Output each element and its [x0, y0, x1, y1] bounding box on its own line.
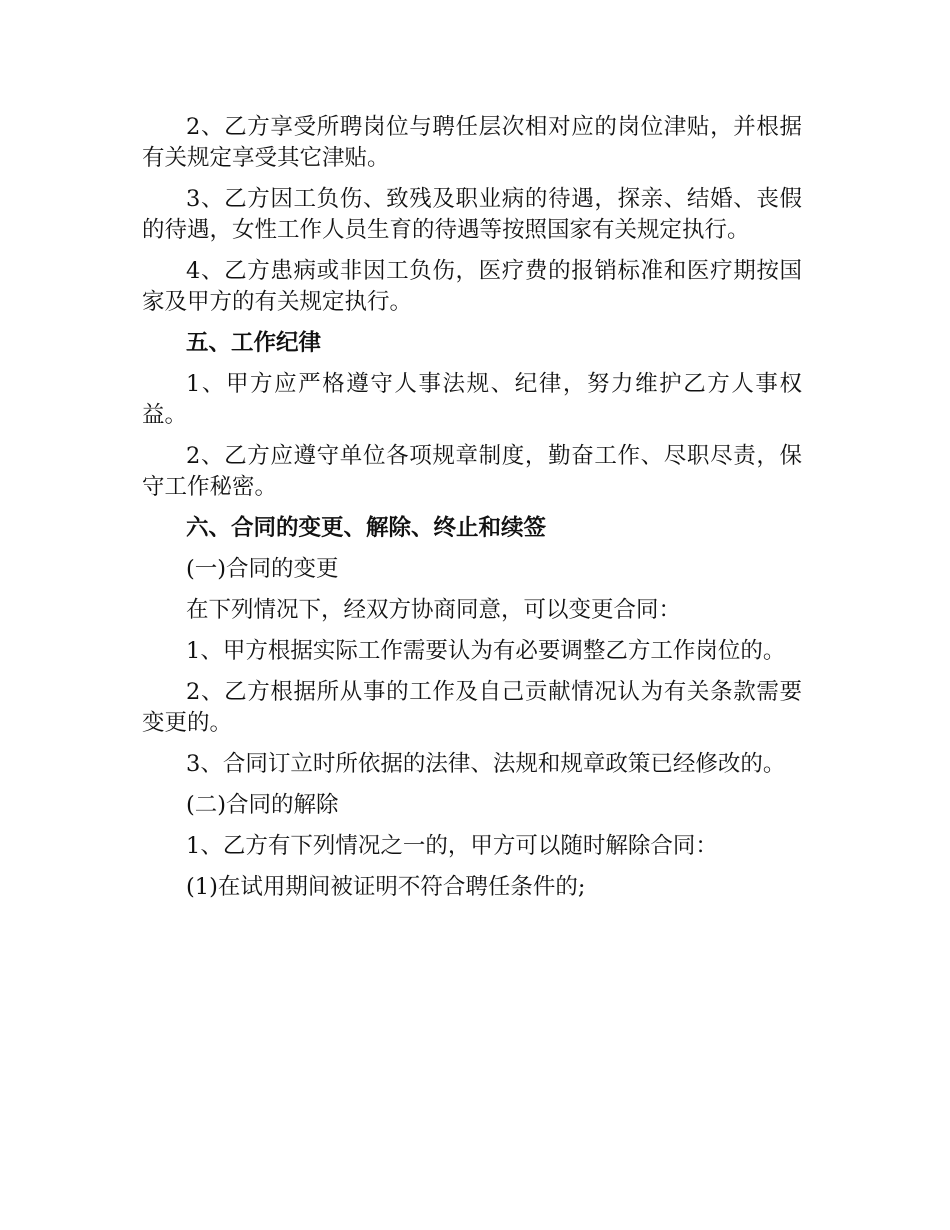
clause-change-intro: 在下列情况下，经双方协商同意，可以变更合同： — [186, 597, 682, 623]
clause-party-b-rules: 2、乙方应遵守单位各项规章制度，勤奋工作、尽职尽责，保守工作秘密。 — [142, 443, 802, 500]
clause-injury-leave: 3、乙方因工负伤、致残及职业病的待遇，探亲、结婚、丧假的待遇，女性工作人员生育的待遇等按照国家有关规定执行。 — [142, 186, 802, 243]
clause-allowance: 2、乙方享受所聘岗位与聘任层次相对应的岗位津贴，并根据有关规定享受其它津贴。 — [142, 114, 802, 171]
subsection-contract-change: (一)合同的变更 — [186, 556, 339, 582]
clause-change-2: 2、乙方根据所从事的工作及自己贡献情况认为有关条款需要变更的。 — [142, 679, 802, 736]
clause-termination-1-item-1: (1)在试用期间被证明不符合聘任条件的; — [186, 874, 586, 900]
clause-party-a-rules: 1、甲方应严格遵守人事法规、纪律，努力维护乙方人事权益。 — [142, 371, 802, 428]
clause-change-1: 1、甲方根据实际工作需要认为有必要调整乙方工作岗位的。 — [186, 638, 786, 664]
section-heading-contract-changes: 六、合同的变更、解除、终止和续签 — [186, 515, 547, 541]
subsection-contract-termination: (二)合同的解除 — [186, 792, 339, 818]
document-body — [142, 112, 802, 913]
clause-change-3: 3、合同订立时所依据的法律、法规和规章政策已经修改的。 — [186, 751, 786, 777]
section-heading-work-discipline: 五、工作纪律 — [186, 330, 322, 356]
clause-termination-1: 1、乙方有下列情况之一的，甲方可以随时解除合同： — [186, 833, 718, 859]
clause-medical: 4、乙方患病或非因工负伤，医疗费的报销标准和医疗期按国家及甲方的有关规定执行。 — [142, 258, 802, 315]
